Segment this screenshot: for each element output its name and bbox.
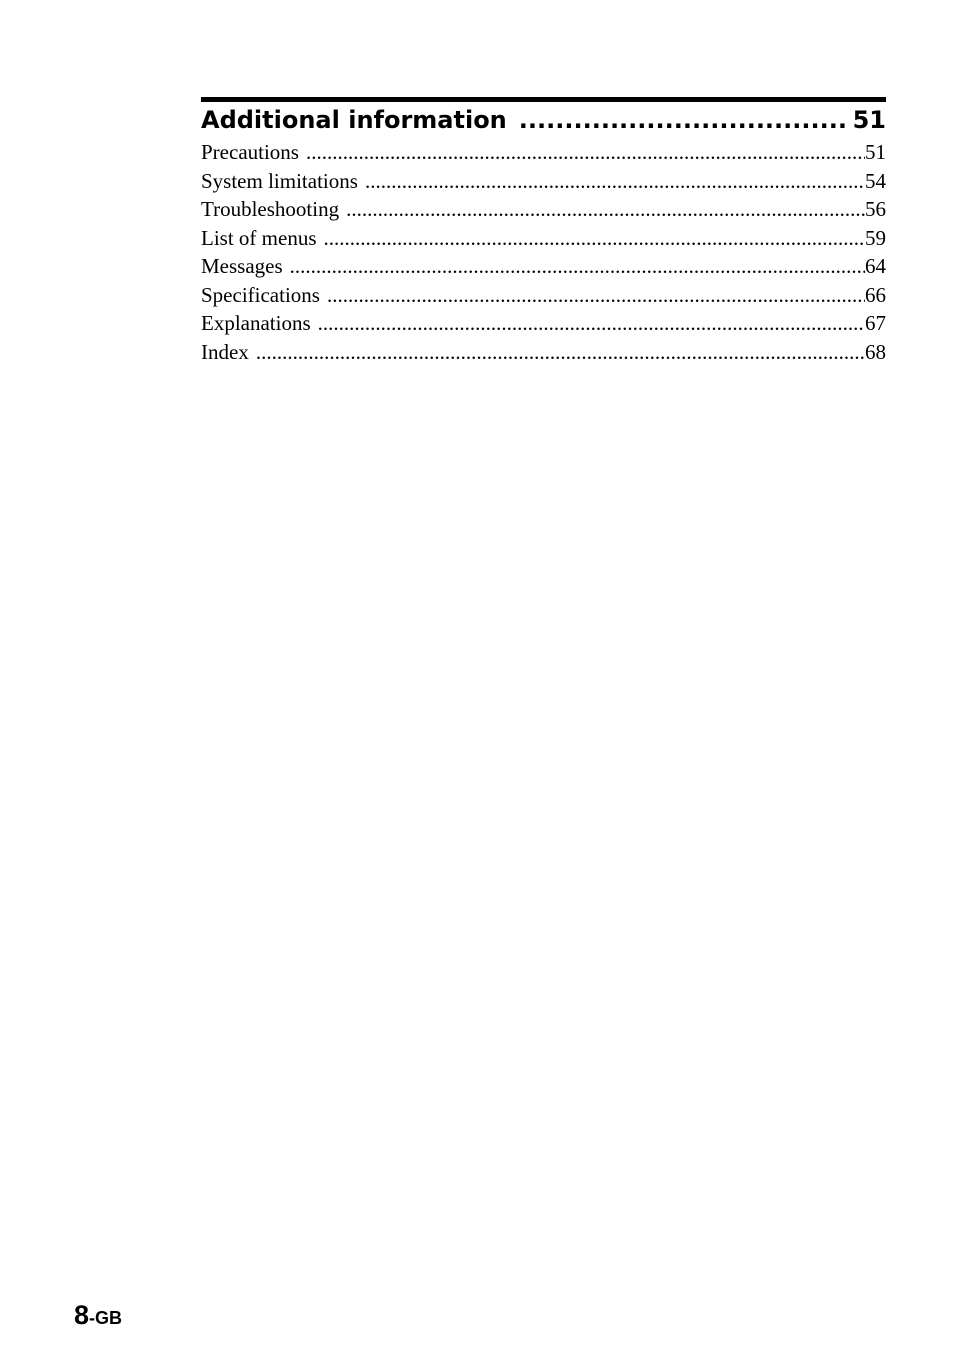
toc-entry-list-of-menus [201,226,886,255]
toc-entry-page: 67 [865,311,886,335]
toc-entry-label: Explanations [201,311,311,335]
dot-leader [290,254,865,279]
dot-leader [365,169,865,194]
toc-entry-label: List of menus [201,225,317,250]
section-rule [201,97,886,102]
toc-entry-label: Messages [201,254,283,278]
toc-entry-system-limitations [201,169,886,198]
toc-entry-precautions [201,140,886,169]
dot-leader [306,140,865,165]
section-title: Additional information [201,106,507,134]
toc-entry-label: Index [201,339,249,364]
toc-entry-page: 54 [865,168,886,193]
toc-entry-troubleshooting [201,197,886,226]
page-folio [74,1300,122,1331]
toc-entry-page: 66 [865,282,886,307]
toc-entry-messages [201,254,886,283]
dot-leader [346,197,865,222]
toc-entry-label: Precautions [201,140,299,164]
toc-entry-page: 68 [865,339,886,364]
folio-page-number: 8 [74,1300,90,1330]
folio-suffix: -GB [89,1308,123,1328]
toc-entry-label: Troubleshooting [201,197,340,221]
toc-entry-list [201,140,886,368]
section-page-number: 51 [852,106,886,134]
toc-entry-specifications [201,283,886,312]
dot-leader [318,311,865,336]
toc-entry-page: 56 [865,197,886,221]
dot-leader [256,340,865,365]
toc-entry-index [201,340,886,369]
dot-leader [327,283,865,308]
toc-entry-page: 64 [865,254,886,278]
toc-entry-explanations [201,311,886,340]
table-of-contents [201,97,886,368]
toc-entry-page: 59 [865,225,886,250]
section-heading [201,106,886,140]
toc-entry-label: Specifications [201,282,320,307]
toc-entry-page: 51 [865,140,886,164]
dot-leader [324,226,866,251]
toc-entry-label: System limitations [201,168,358,193]
dot-leader [519,106,849,134]
